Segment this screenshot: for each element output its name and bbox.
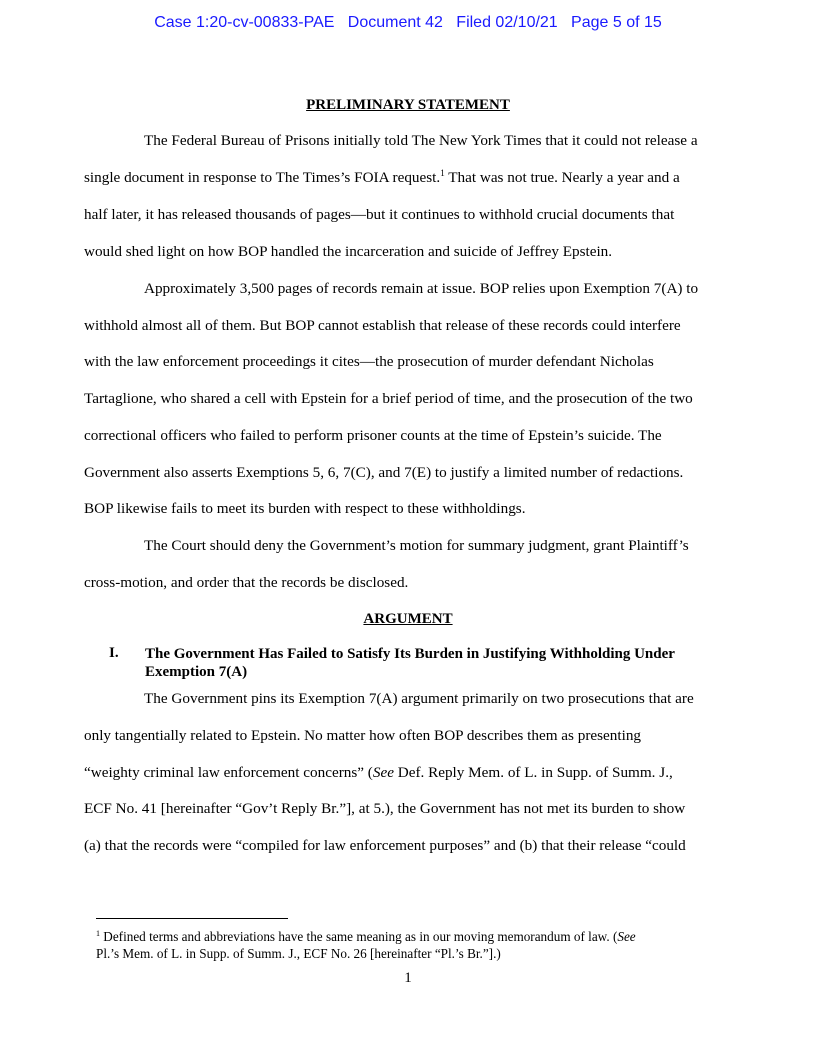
document-number: Document 42	[347, 14, 443, 31]
body-line: The Government pins its Exemption 7(A) argument primarily on two prosecutions that are	[144, 690, 694, 707]
body-line: “weighty criminal law enforcement concerns” (See Def. Reply Mem. of L. in Supp. of Summ. J.,	[84, 764, 673, 781]
footnote-marker: 1	[96, 929, 100, 938]
body-line: single document in response to The Times’s FOIA request.$^1$ That was not true. Nearly a year and a	[84, 168, 680, 186]
body-line: correctional officers who failed to perform prisoner counts at the time of Epstein’s suicide. The	[84, 427, 662, 444]
footnote: $^1$ Defined terms and abbreviations have the same meaning as in our moving memorandum of law. (See Pl.’s Mem. of L. in Supp. of Summ. J., ECF No. 26 [hereinafter “Pl.’s Br.”].)	[96, 929, 636, 961]
body-line: Government also asserts Exemptions 5, 6, 7(C), and 7(E) to justify a limited number of redactions.	[84, 464, 684, 481]
case-number: Case 1:20-cv-00833-PAE	[154, 14, 335, 31]
body-line: ECF No. 41 [hereinafter “Gov’t Reply Br.”], at 5.), the Government has not met its burden to show	[84, 800, 686, 817]
body-line: half later, it has released thousands of pages—but it continues to withhold crucial documents that	[84, 206, 675, 223]
body-line: with the law enforcement proceedings it cites—the prosecution of murder defendant Nicholas	[84, 353, 654, 370]
page-number: 1	[404, 970, 412, 986]
body-line: The Federal Bureau of Prisons initially told The New York Times that it could not release a	[144, 132, 698, 149]
preliminary-statement-heading: PRELIMINARY STATEMENT	[306, 97, 510, 113]
body-line: cross-motion, and order that the records be disclosed.	[84, 574, 409, 591]
argument-heading: ARGUMENT	[363, 611, 453, 627]
body-line: Tartaglione, who shared a cell with Epstein for a brief period of time, and the prosecution of the two	[84, 390, 693, 407]
body-line: withhold almost all of them. But BOP cannot establish that release of these records could interfere	[84, 317, 681, 334]
section-title: The Government Has Failed to Satisfy Its Burden in Justifying Withholding Under Exemption 7(A)	[145, 646, 675, 680]
ecf-header	[0, 14, 816, 32]
filed-date: Filed 02/10/21	[456, 14, 558, 31]
page-of: Page 5 of 15	[571, 14, 662, 31]
body-line: Approximately 3,500 pages of records remain at issue. BOP relies upon Exemption 7(A) to	[144, 280, 699, 297]
footnote-divider	[96, 918, 288, 919]
body-line: (a) that the records were “compiled for law enforcement purposes” and (b) that their release “could	[84, 837, 686, 854]
body-line: BOP likewise fails to meet its burden with respect to these withholdings.	[84, 500, 526, 517]
body-line: The Court should deny the Government’s motion for summary judgment, grant Plaintiff’s	[144, 537, 689, 554]
body-line: would shed light on how BOP handled the incarceration and suicide of Jeffrey Epstein.	[84, 243, 613, 260]
section-number: I.	[109, 645, 119, 661]
body-line: only tangentially related to Epstein. No matter how often BOP describes them as presenting	[84, 727, 642, 744]
footnote-ref: 1	[440, 168, 445, 178]
